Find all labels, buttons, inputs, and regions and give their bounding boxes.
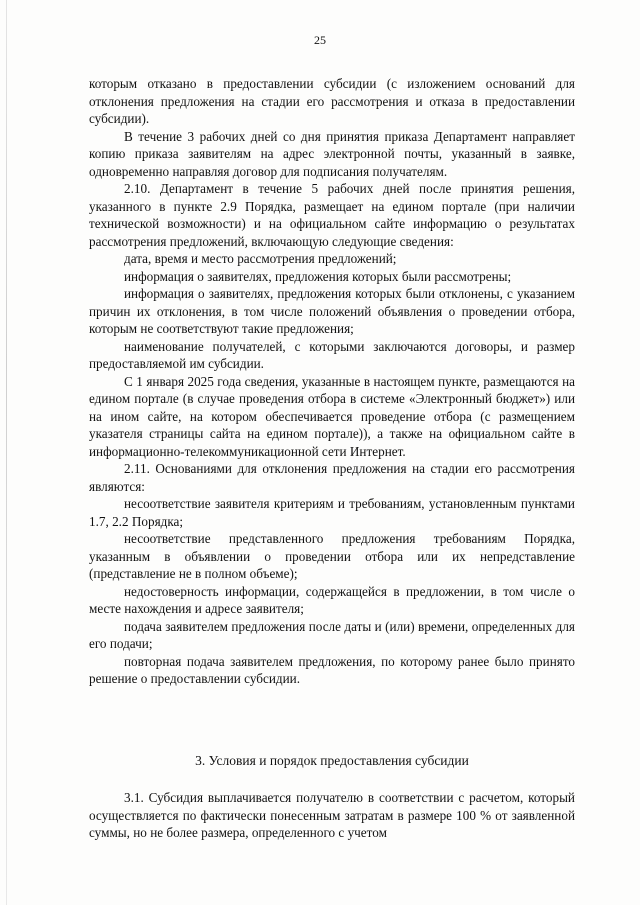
paragraph: 3.1. Субсидия выплачивается получателю в соответствии с расчетом, который осуществляется по фактически понесенным затратам в размере 100 % от заявленной суммы, но не более размера, определенного с учетом <box>89 790 575 840</box>
body-text <box>89 75 575 688</box>
list-item: дата, время и место рассмотрения предложений; <box>124 251 397 266</box>
list-item: информация о заявителях, предложения которых были отклонены, с указанием причин их отклонения, в том числе положений объявления о проведении отбора, которым не соответствуют такие предложения; <box>89 286 575 336</box>
list-item: повторная подача заявителем предложения, по которому ранее было принято решение о предоставлении субсидии. <box>89 653 575 686</box>
section-body-text <box>89 789 575 842</box>
paragraph: которым отказано в предоставлении субсидии (с изложением оснований для отклонения предложения на стадии его рассмотрения и отказа в предоставлении субсидии). <box>89 76 575 126</box>
scan-edge <box>6 0 7 905</box>
paragraph: В течение 3 рабочих дней со дня принятия приказа Департамент направляет копию приказа заявителям на адрес электронной почты, указанный в заявке, одновременно направляя договор для подписания получателям. <box>89 128 575 179</box>
list-item: подача заявителем предложения после даты и (или) времени, определенных для его подачи; <box>89 618 575 651</box>
list-item: недостоверность информации, содержащейся в предложении, в том числе о месте нахождения и адресе заявителя; <box>89 583 575 616</box>
list-item: несоответствие представленного предложения требованиям Порядка, указанным в объявлении о проведении отбора или их непредставление (представление не в полном объеме); <box>89 531 575 581</box>
list-item: информация о заявителях, предложения которых были рассмотрены; <box>124 268 512 284</box>
paragraph: 2.11. Основаниями для отклонения предложения на стадии его рассмотрения являются: <box>89 461 575 494</box>
page-number: 25 <box>314 33 326 47</box>
list-item: наименование получателей, с которыми заключаются договоры, и размер предоставляемой им субсидии. <box>89 338 575 371</box>
list-item: несоответствие заявителя критериям и требованиям, установленным пунктами 1.7, 2.2 Порядка; <box>89 496 575 529</box>
paragraph: С 1 января 2025 года сведения, указанные в настоящем пункте, размещаются на едином портале (в случае проведения отбора в системе «Электронный бюджет») или на ином сайте, на котором обеспечивается проведение отбора (с размещением указателя страницы сайта на едином портале)), а также на официальном сайте в информационно-телекоммуникационной сети Интернет. <box>89 373 575 459</box>
paragraph: 2.10. Департамент в течение 5 рабочих дней после принятия решения, указанного в пункте 2.9 Порядка, размещает на едином портале (при наличии технической возможности) и на официальном сайте информацию о результатах рассмотрения предложений, включающую следующие сведения: <box>89 181 575 249</box>
section-heading: 3. Условия и порядок предоставления субсидии <box>195 753 469 768</box>
